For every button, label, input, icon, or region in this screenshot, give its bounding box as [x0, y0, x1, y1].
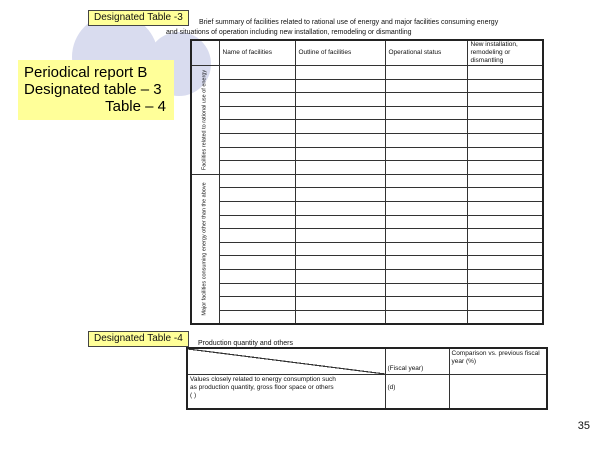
table-cell[interactable] — [467, 256, 543, 270]
table-cell[interactable] — [467, 269, 543, 283]
table-cell[interactable] — [295, 161, 385, 175]
table-row — [191, 310, 543, 324]
table-cell[interactable] — [467, 215, 543, 229]
table-cell[interactable] — [467, 106, 543, 120]
table-row — [191, 188, 543, 202]
table-row — [191, 215, 543, 229]
table-row — [191, 93, 543, 107]
table-cell[interactable] — [385, 106, 467, 120]
table-cell[interactable] — [295, 297, 385, 311]
table-cell[interactable] — [467, 201, 543, 215]
table-row — [191, 133, 543, 147]
table-cell[interactable] — [385, 310, 467, 324]
table-row — [191, 161, 543, 175]
table-cell[interactable] — [219, 79, 295, 93]
table-cell[interactable] — [467, 120, 543, 134]
header-new-installation: New installation, remodeling or dismantling — [467, 40, 543, 66]
table-cell[interactable] — [219, 106, 295, 120]
table-row — [191, 120, 543, 134]
table-cell[interactable] — [295, 106, 385, 120]
table-cell[interactable] — [385, 93, 467, 107]
table-row — [191, 229, 543, 243]
table-cell[interactable] — [219, 201, 295, 215]
table-cell[interactable] — [385, 79, 467, 93]
callout-line-3: Table – 4 — [105, 98, 166, 115]
table-cell[interactable] — [219, 256, 295, 270]
table-cell[interactable] — [467, 93, 543, 107]
group-label-rational-use-text: Facilities related to rational use of energy — [201, 69, 208, 171]
table-cell[interactable] — [385, 256, 467, 270]
table-cell[interactable] — [385, 297, 467, 311]
header-outline-of-facilities: Outline of facilities — [295, 40, 385, 66]
table-cell[interactable] — [295, 269, 385, 283]
designated-table-3-tag: Designated Table -3 — [88, 10, 189, 26]
table-cell[interactable] — [467, 161, 543, 175]
table-cell[interactable] — [219, 120, 295, 134]
table-cell[interactable] — [467, 188, 543, 202]
table-cell[interactable] — [219, 147, 295, 161]
table-row — [191, 201, 543, 215]
table-cell[interactable] — [295, 66, 385, 80]
table-cell[interactable] — [295, 79, 385, 93]
designated-table-3 — [190, 39, 544, 325]
table-cell[interactable] — [467, 229, 543, 243]
group-label-rational-use — [191, 66, 219, 175]
header-fiscal-year: (Fiscal year) — [385, 348, 449, 375]
value-cell-d[interactable]: (d) — [385, 375, 449, 410]
header-blank-cell — [191, 40, 219, 66]
table-row — [191, 242, 543, 256]
table-cell[interactable] — [295, 242, 385, 256]
table-cell[interactable] — [385, 283, 467, 297]
table-cell[interactable] — [295, 256, 385, 270]
table-cell[interactable] — [295, 201, 385, 215]
table-3-title-line-1: Brief summary of facilities related to rational use of energy and major facilities consuming energy — [199, 19, 499, 26]
header-operational-status: Operational status — [385, 40, 467, 66]
row-label-values — [187, 375, 385, 410]
table-cell[interactable] — [385, 147, 467, 161]
table-row — [191, 106, 543, 120]
table-cell[interactable] — [295, 120, 385, 134]
table-cell[interactable] — [467, 242, 543, 256]
table-3-title-line-2: and situations of operation including new installation, remodeling or dismantling — [166, 29, 412, 36]
table-cell[interactable] — [219, 242, 295, 256]
table-cell[interactable] — [219, 229, 295, 243]
table-row — [187, 375, 547, 410]
table-row — [187, 348, 547, 375]
table-row — [191, 79, 543, 93]
table-cell[interactable] — [467, 283, 543, 297]
table-row — [191, 297, 543, 311]
table-cell[interactable] — [219, 161, 295, 175]
table-cell[interactable] — [385, 215, 467, 229]
designated-table-4 — [186, 347, 548, 410]
table-cell[interactable] — [219, 174, 295, 188]
row-label-line-2: as production quantity, gross floor space or others — [190, 384, 334, 391]
table-row — [191, 147, 543, 161]
table-cell[interactable] — [295, 133, 385, 147]
table-cell[interactable] — [467, 310, 543, 324]
table-cell[interactable] — [295, 188, 385, 202]
table-cell[interactable] — [295, 174, 385, 188]
table-cell[interactable] — [385, 201, 467, 215]
table-cell[interactable] — [295, 283, 385, 297]
table-cell[interactable] — [467, 66, 543, 80]
table-4-title: Production quantity and others — [198, 340, 293, 347]
table-cell[interactable] — [219, 215, 295, 229]
table-row — [191, 174, 543, 188]
table-cell[interactable] — [295, 93, 385, 107]
row-label-line-3: ( ) — [190, 392, 197, 399]
table-cell[interactable] — [219, 283, 295, 297]
callout-line-2: Designated table – 3 — [24, 81, 162, 98]
table-cell[interactable] — [219, 188, 295, 202]
table-cell[interactable] — [467, 79, 543, 93]
table-cell[interactable] — [385, 188, 467, 202]
table-cell[interactable] — [385, 229, 467, 243]
table-cell[interactable] — [385, 269, 467, 283]
table-cell[interactable] — [295, 310, 385, 324]
page-number: 35 — [577, 420, 590, 432]
table-cell[interactable] — [219, 269, 295, 283]
table-cell[interactable] — [467, 133, 543, 147]
group-label-major-facilities-text: Major facilities consuming energy other than the above — [201, 182, 208, 316]
table-cell[interactable] — [467, 174, 543, 188]
comparison-value-cell[interactable] — [449, 375, 547, 410]
table-row — [191, 66, 543, 80]
table-cell[interactable] — [385, 120, 467, 134]
table-row — [191, 283, 543, 297]
designated-table-4-tag: Designated Table -4 — [88, 331, 189, 347]
table-cell[interactable] — [219, 66, 295, 80]
table-row — [191, 256, 543, 270]
table-cell[interactable] — [295, 147, 385, 161]
header-name-of-facilities: Name of facilities — [219, 40, 295, 66]
table-cell[interactable] — [219, 133, 295, 147]
table-cell[interactable] — [295, 215, 385, 229]
table-cell[interactable] — [385, 242, 467, 256]
diagonal-header-cell — [187, 348, 385, 375]
callout-line-1: Periodical report B — [24, 64, 148, 81]
table-row — [191, 269, 543, 283]
table-cell[interactable] — [385, 161, 467, 175]
table-cell[interactable] — [219, 297, 295, 311]
table-cell[interactable] — [467, 147, 543, 161]
row-label-line-1: Values closely related to energy consumption such — [190, 376, 336, 383]
periodical-report-callout — [18, 60, 174, 120]
table-cell[interactable] — [219, 93, 295, 107]
table-cell[interactable] — [467, 297, 543, 311]
table-cell[interactable] — [385, 174, 467, 188]
table-cell[interactable] — [219, 310, 295, 324]
header-comparison: Comparison vs. previous fiscal year (%) — [449, 348, 547, 375]
table-cell[interactable] — [385, 66, 467, 80]
table-cell[interactable] — [385, 133, 467, 147]
table-cell[interactable] — [295, 229, 385, 243]
group-label-major-facilities — [191, 174, 219, 324]
